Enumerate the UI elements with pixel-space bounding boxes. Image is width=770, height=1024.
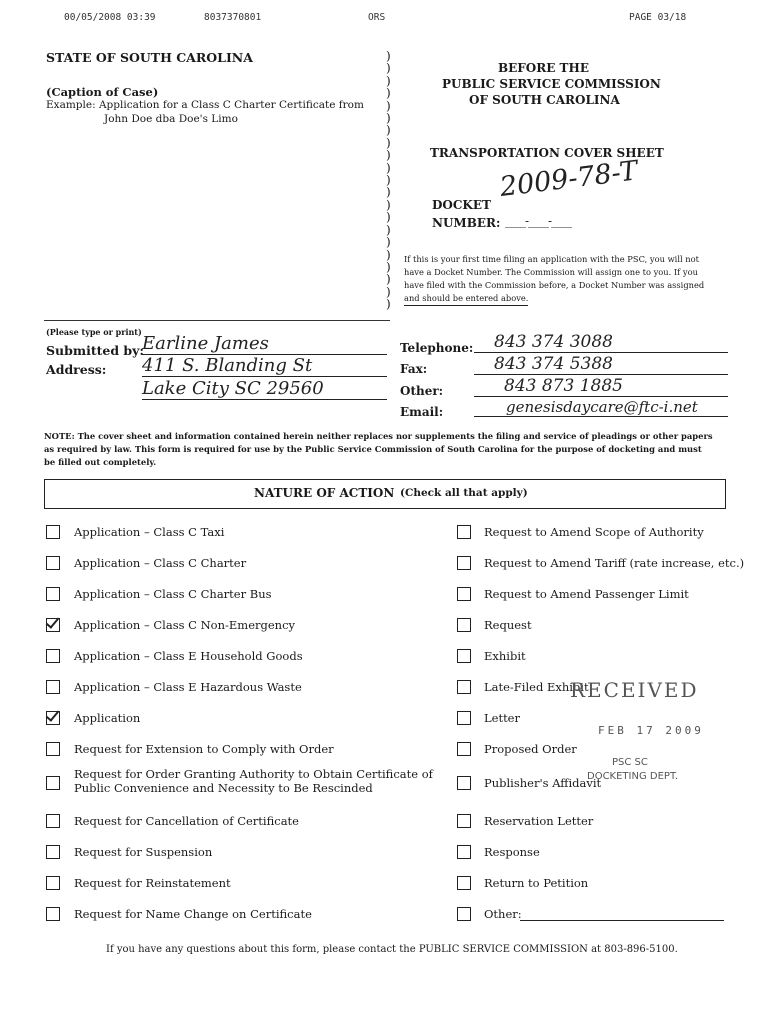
cover-sheet-title: TRANSPORTATION COVER SHEET — [430, 146, 664, 160]
before-line2: PUBLIC SERVICE COMMISSION — [442, 77, 661, 91]
other-value: 843 873 1885 — [474, 376, 728, 397]
fax-number: 8037370801 — [204, 12, 262, 23]
stamp-date: FEB 17 2009 — [598, 724, 704, 737]
state-title: STATE OF SOUTH CAROLINA — [46, 50, 253, 65]
option-label: Proposed Order — [484, 742, 577, 756]
caption-divider: ) ) ) ) ) ) ) ) ) ) ) ) ) ) ) ) ) ) ) ) ) — [386, 49, 391, 312]
email-label: Email: — [400, 405, 444, 419]
option-label: Application – Class C Taxi — [74, 525, 225, 539]
checkbox-letter[interactable] — [457, 711, 471, 725]
note-text: NOTE: The cover sheet and information contained herein neither replaces nor supplements the filing and service of pleadings or other papers as required by law. This form is required for use by the Public Service Commission of South Carolina for the purpose of docketing and must be filled out completely. — [44, 431, 713, 467]
option-label: Request to Amend Tariff (rate increase, etc.) — [484, 556, 745, 570]
address-line2: Lake City SC 29560 — [142, 378, 387, 400]
checkbox-class-c-taxi[interactable] — [46, 525, 60, 539]
option-label: Late-Filed Exhibit — [484, 680, 589, 694]
checkbox-response[interactable] — [457, 845, 471, 859]
checkbox-amend-passenger-limit[interactable] — [457, 587, 471, 601]
address-label: Address: — [46, 362, 107, 377]
nature-subtitle: (Check all that apply) — [400, 487, 528, 499]
option-label: Application – Class C Charter Bus — [74, 587, 272, 601]
option-label: Reservation Letter — [484, 814, 594, 828]
fax-page: PAGE 03/18 — [629, 12, 687, 23]
telephone-label: Telephone: — [400, 341, 474, 355]
fax-label: Fax: — [400, 362, 428, 376]
checkbox-other[interactable] — [457, 907, 471, 921]
checkbox-late-filed-exhibit[interactable] — [457, 680, 471, 694]
checkbox-proposed-order[interactable] — [457, 742, 471, 756]
option-label: Publisher's Affidavit — [484, 776, 602, 790]
other-input-line[interactable] — [520, 920, 724, 921]
fax-sender: ORS — [368, 12, 386, 23]
checkbox-class-c-charter[interactable] — [46, 556, 60, 570]
checkbox-reinstatement[interactable] — [46, 876, 60, 890]
option-label-line2: Public Convenience and Necessity to Be Rescinded — [74, 781, 373, 795]
docket-handwritten: 2009-78-T — [498, 155, 640, 203]
fax-value: 843 374 5388 — [474, 354, 728, 375]
number-label: NUMBER: — [432, 216, 501, 230]
checkbox-exhibit[interactable] — [457, 649, 471, 663]
nature-title: NATURE OF ACTION — [254, 486, 395, 500]
before-line1: BEFORE THE — [498, 61, 589, 75]
address-line1: 411 S. Blanding St — [142, 355, 387, 377]
option-label: Request — [484, 618, 532, 632]
caption-label: (Caption of Case) — [46, 85, 159, 99]
option-label: Return to Petition — [484, 876, 589, 890]
footer-contact: If you have any questions about this form, please contact the PUBLIC SERVICE COMMISSION at 803-896-5100. — [106, 944, 678, 955]
option-label: Request to Amend Passenger Limit — [484, 587, 689, 601]
checkbox-return-to-petition[interactable] — [457, 876, 471, 890]
option-label: Application – Class C Non-Emergency — [74, 618, 296, 632]
option-label: Exhibit — [484, 649, 526, 663]
option-label: Other: — [484, 907, 522, 921]
received-stamp: RECEIVED — [570, 678, 699, 702]
caption-rule — [44, 320, 390, 321]
stamp-dept: DOCKETING DEPT. — [587, 771, 679, 782]
checkbox-class-e-hazardous-waste[interactable] — [46, 680, 60, 694]
caption-example-line2: John Doe dba Doe's Limo — [104, 113, 238, 125]
option-label: Request for Order Granting Authority to Obtain Certificate of — [74, 767, 433, 781]
option-label: Request for Reinstatement — [74, 876, 231, 890]
option-label: Request for Cancellation of Certificate — [74, 814, 299, 828]
checkbox-amend-scope[interactable] — [457, 525, 471, 539]
option-label: Application – Class E Hazardous Waste — [74, 680, 302, 694]
docket-label: DOCKET — [432, 198, 491, 212]
checkbox-reservation-letter[interactable] — [457, 814, 471, 828]
option-label: Request for Extension to Comply with Order — [74, 742, 334, 756]
checkbox-class-c-charter-bus[interactable] — [46, 587, 60, 601]
option-label: Application – Class C Charter — [74, 556, 247, 570]
checkbox-cancellation[interactable] — [46, 814, 60, 828]
option-label: Application – Class E Household Goods — [74, 649, 303, 663]
option-label: Request to Amend Scope of Authority — [484, 525, 704, 539]
caption-example-line1: Example: Application for a Class C Charter Certificate from — [46, 99, 364, 111]
checkbox-application[interactable] — [46, 711, 60, 725]
submitted-by-label: Submitted by: — [46, 343, 145, 358]
email-value: genesisdaycare@ftc-i.net — [474, 398, 728, 417]
telephone-value: 843 374 3088 — [474, 332, 728, 353]
checkbox-request[interactable] — [457, 618, 471, 632]
option-label: Request for Name Change on Certificate — [74, 907, 312, 921]
checkbox-suspension[interactable] — [46, 845, 60, 859]
checkbox-name-change[interactable] — [46, 907, 60, 921]
option-label: Application — [74, 711, 141, 725]
checkbox-amend-tariff[interactable] — [457, 556, 471, 570]
fax-datetime: 00/05/2008 03:39 — [64, 12, 156, 23]
submitted-by-value: Earline James — [142, 333, 387, 355]
option-label: Response — [484, 845, 540, 859]
checkbox-class-e-household-goods[interactable] — [46, 649, 60, 663]
stamp-psc: PSC SC — [612, 757, 648, 768]
option-label: Letter — [484, 711, 520, 725]
before-line3: OF SOUTH CAROLINA — [469, 93, 620, 107]
checkbox-class-c-non-emergency[interactable] — [46, 618, 60, 632]
option-label: Request for Suspension — [74, 845, 213, 859]
docket-note: If this is your first time filing an application with the PSC, you will not have a Docket Number. The Commission will assign one to you. If you have filed with the Commission before, a Docket Number was assigned and should be entered above. — [404, 253, 704, 306]
checkbox-extension-to-comply[interactable] — [46, 742, 60, 756]
docket-number-format: ____-____-____ — [505, 214, 572, 228]
other-label: Other: — [400, 384, 444, 398]
checkbox-order-rescind-certificate[interactable] — [46, 776, 60, 790]
checkbox-publishers-affidavit[interactable] — [457, 776, 471, 790]
print-hint: (Please type or print) — [46, 327, 142, 337]
